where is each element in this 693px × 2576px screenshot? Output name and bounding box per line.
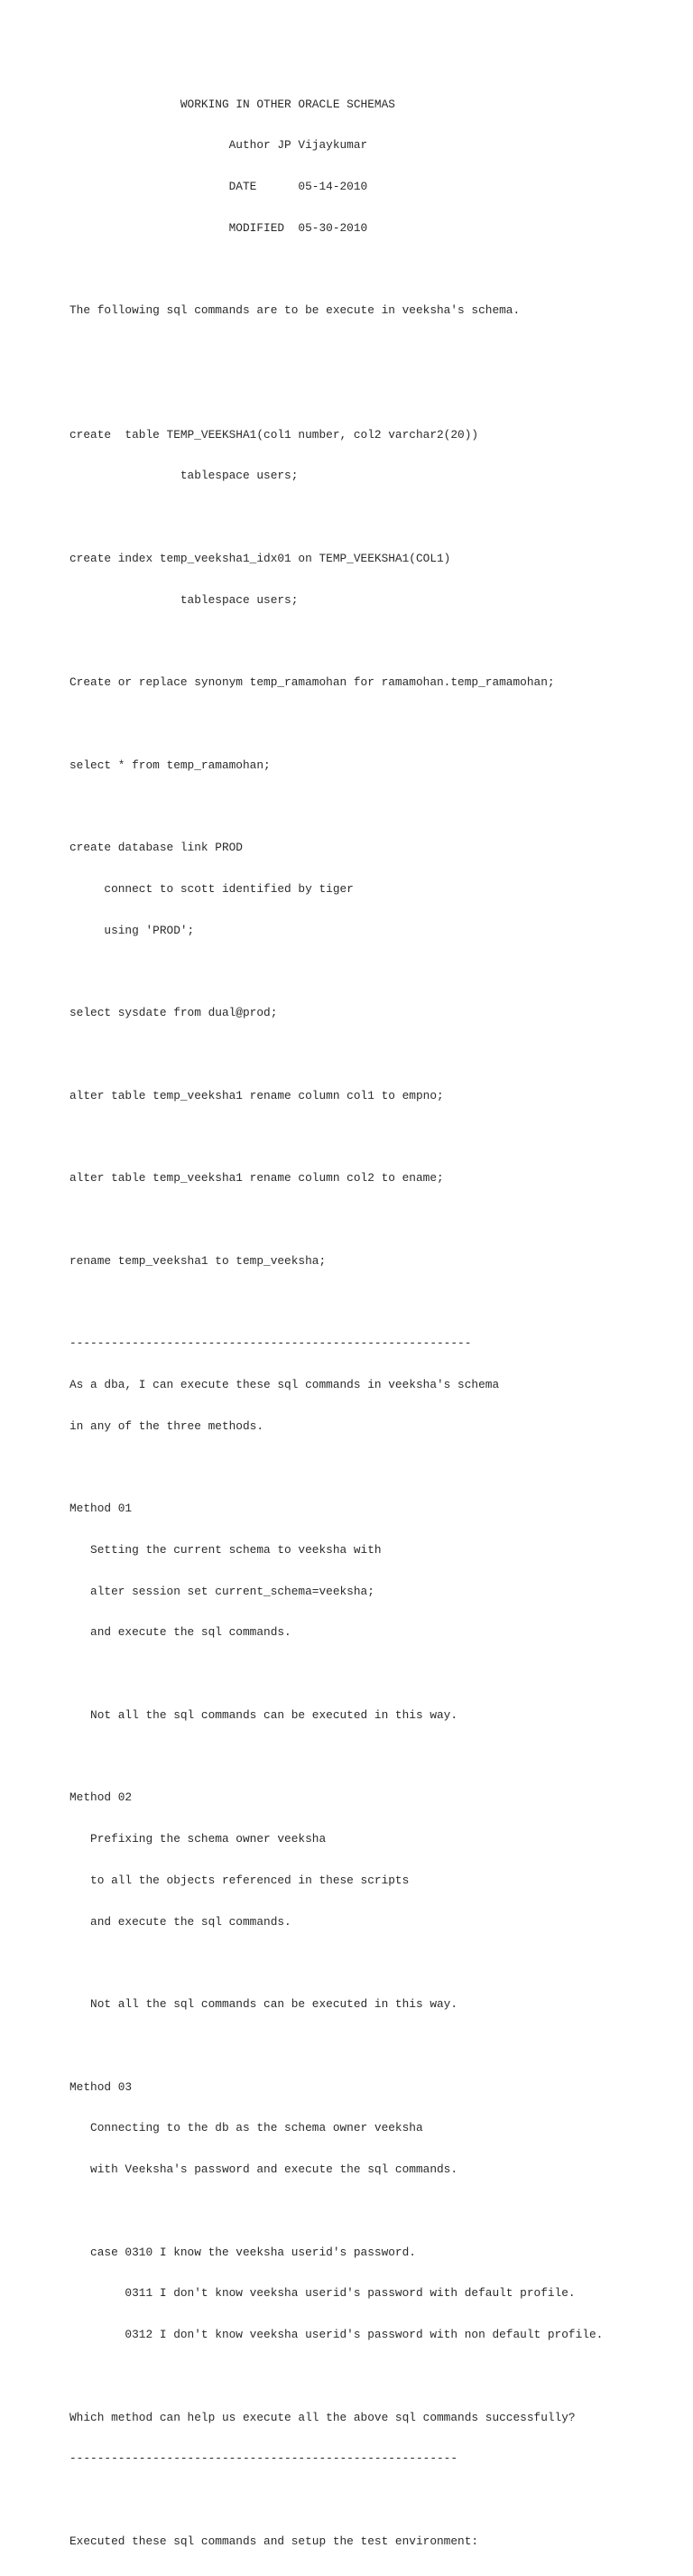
text-line: in any of the three methods. [69,1418,264,1433]
blank-line [69,263,603,276]
blank-line [69,510,603,524]
intro-line: The following sql commands are to be execute in veeksha's schema. [69,303,521,318]
blank-line [69,799,603,813]
text-line: Prefixing the schema owner veeksha [69,1832,327,1846]
text-line: Connecting to the db as the schema owner veeksha [69,2121,423,2135]
text-line: to all the objects referenced in these scripts [69,1873,410,1887]
sql-line: alter table temp_veeksha1 rename column col1 to empno; [69,1088,444,1102]
blank-line [69,1750,603,1763]
sql-line: connect to scott identified by tiger [69,881,354,896]
sql-line: alter table temp_veeksha1 rename column col2 to ename; [69,1171,444,1185]
case-line: case 0310 I know the veeksha userid's password. [69,2245,416,2259]
text-line: alter session set current_schema=veeksha; [69,1584,374,1598]
sql-line: tablespace users; [69,469,299,483]
doc-author: Author JP Vijaykumar [69,138,368,153]
case-line: 0311 I don't know veeksha userid's password with default profile. [69,2286,576,2301]
sql-line: create table TEMP_VEEKSHA1(col1 number, col2 varchar2(20)) [69,427,479,442]
document-text [69,70,603,2576]
blank-line [69,345,603,358]
blank-line [69,2039,603,2052]
sql-line: select sysdate from dual@prod; [69,1006,278,1019]
text-line: Not all the sql commands can be executed in this way. [69,1707,458,1722]
sql-line: create index temp_veeksha1_idx01 on TEMP_VEEKSHA1(COL1) [69,551,451,565]
method-heading: Method 01 [69,1502,133,1515]
blank-line [69,2204,603,2218]
text-line: Setting the current schema to veeksha with [69,1542,382,1557]
text-line: with Veeksha's password and execute the sql commands. [69,2162,458,2176]
text-line: As a dba, I can execute these sql commands in veeksha's schema [69,1377,500,1391]
blank-line [69,386,603,400]
separator-line: -------------------------------------------------------- [69,2451,458,2466]
blank-line [69,1213,603,1226]
blank-line [69,1667,603,1680]
method-heading: Method 02 [69,1790,133,1805]
blank-line [69,2369,603,2383]
sql-line: create database link PROD [69,841,243,854]
sql-line: using 'PROD'; [69,923,195,937]
blank-line [69,2493,603,2506]
text-line: and execute the sql commands. [69,1914,291,1929]
sql-line: rename temp_veeksha1 to temp_veeksha; [69,1253,327,1268]
sql-line: Create or replace synonym temp_ramamohan for ramamohan.temp_ramamohan; [69,675,555,689]
blank-line [69,634,603,647]
blank-line [69,1956,603,1969]
blank-line [69,964,603,978]
doc-title: WORKING IN OTHER ORACLE SCHEMAS [69,97,395,111]
blank-line [69,1047,603,1061]
blank-line [69,1130,603,1143]
question-line: Which method can help us execute all the above sql commands successfully? [69,2410,576,2424]
method-heading: Method 03 [69,2079,133,2094]
sql-line: tablespace users; [69,592,299,607]
text-line: Executed these sql commands and setup the test environment: [69,2534,479,2548]
case-line: 0312 I don't know veeksha userid's password with non default profile. [69,2328,604,2341]
blank-line [69,717,603,730]
doc-modified: MODIFIED 05-30-2010 [69,220,368,235]
doc-date: DATE 05-14-2010 [69,180,368,193]
blank-line [69,1460,603,1474]
blank-line [69,1295,603,1308]
text-line: and execute the sql commands. [69,1625,291,1640]
separator-line: ---------------------------------------------------------- [69,1336,472,1350]
text-line: Not all the sql commands can be executed in this way. [69,1997,458,2011]
sql-line: select * from temp_ramamohan; [69,758,271,772]
